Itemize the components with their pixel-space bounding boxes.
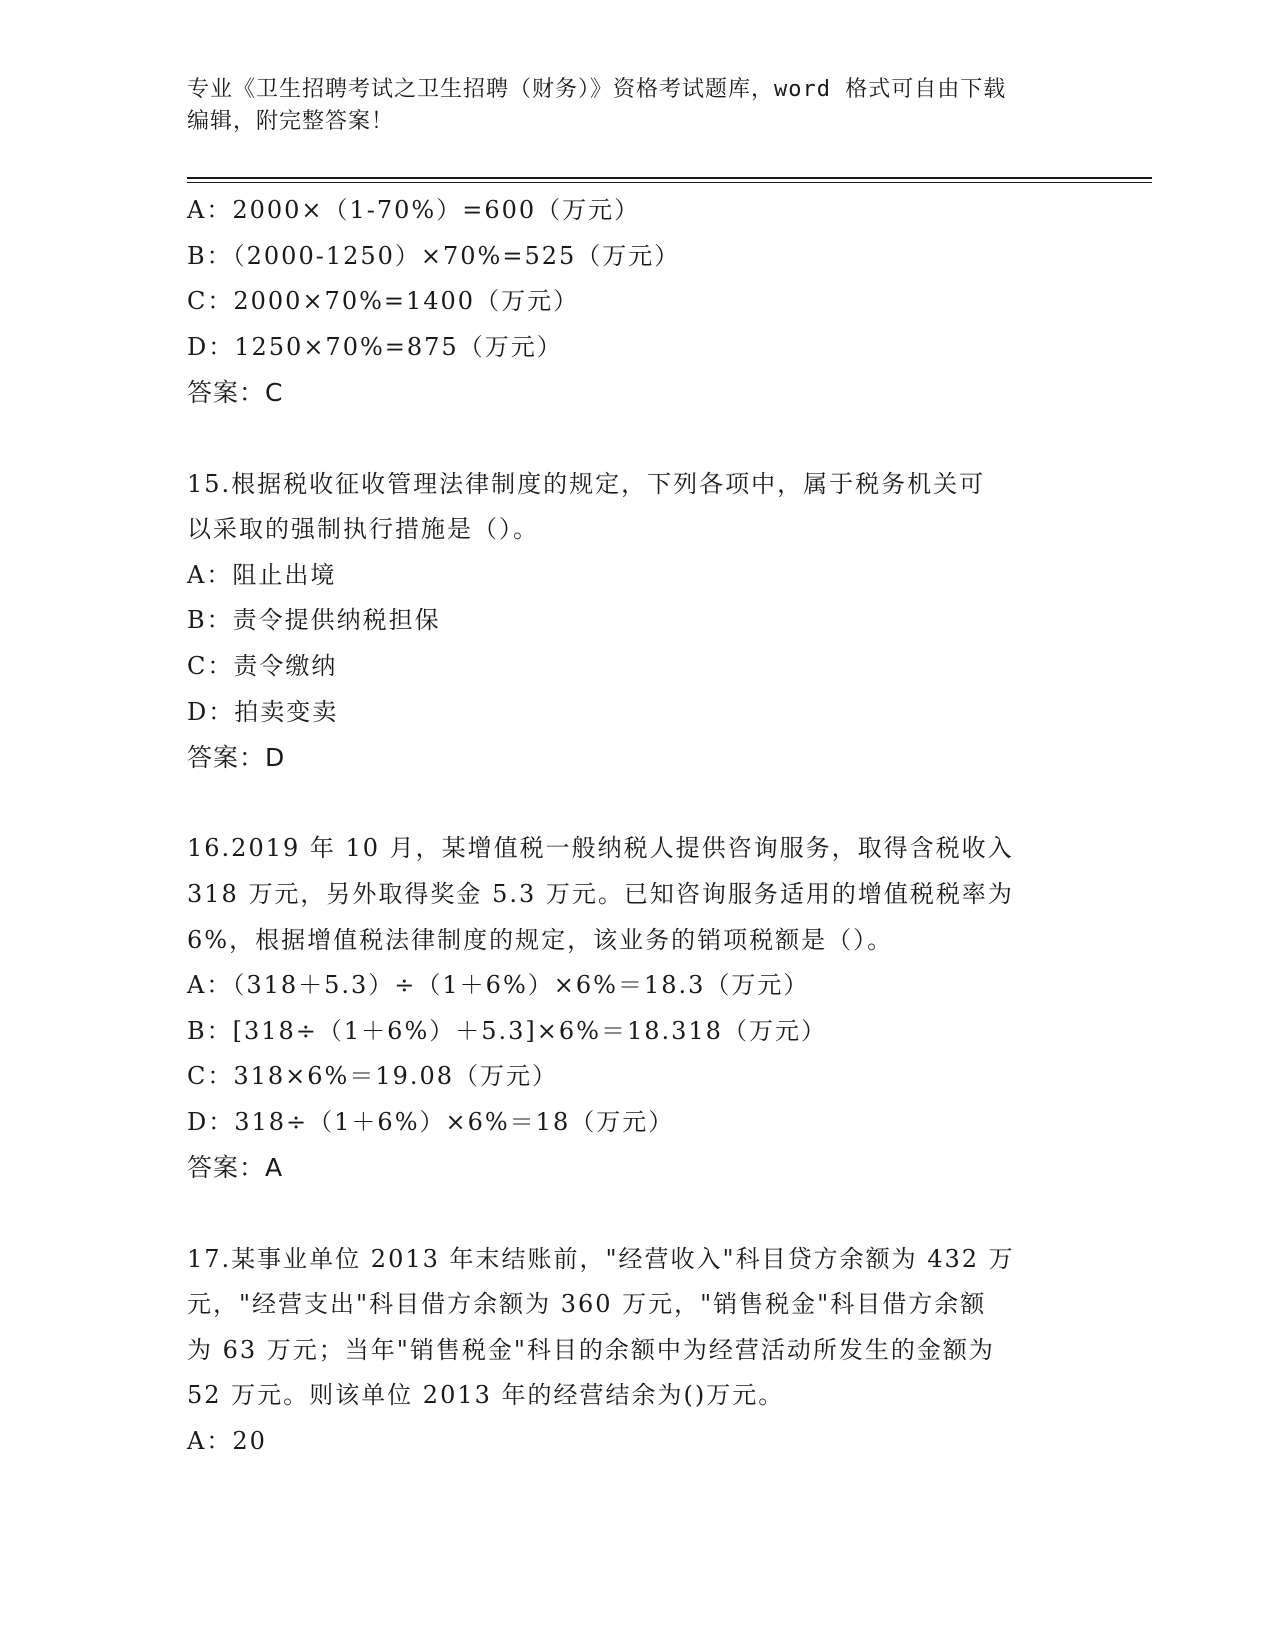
question-stem-line: 6%，根据增值税法律制度的规定，该业务的销项税额是（）。	[187, 925, 894, 954]
option-c: C：2000×70%=1400（万元）	[187, 287, 580, 316]
header-line-2: 编辑，附完整答案！	[187, 109, 395, 134]
option-a: A：阻止出境	[187, 560, 337, 589]
option-b: B：（2000-1250）×70%=525（万元）	[187, 241, 681, 270]
option-d: D：拍卖变卖	[187, 697, 339, 726]
option-a: A：2000×（1-70%）=600（万元）	[187, 196, 641, 224]
question-stem-line: 为 63 万元；当年"销售税金"科目的余额中为经营活动所发生的金额为	[187, 1335, 995, 1364]
question-stem-line: 318 万元，另外取得奖金 5.3 万元。已知咨询服务适用的增值税税率为	[187, 879, 1014, 908]
question-stem-line: 16.2019 年 10 月，某增值税一般纳税人提供咨询服务，取得含税收入	[187, 834, 1014, 863]
answer-line: 答案：C	[187, 378, 284, 408]
header-divider-thick	[187, 177, 1152, 179]
question-content	[187, 188, 1087, 1465]
question-14	[187, 188, 1087, 416]
question-15	[187, 462, 1087, 781]
option-c: C：318×6%＝19.08（万元）	[187, 1062, 559, 1091]
spacer	[187, 416, 1087, 462]
option-b: B：责令提供纳税担保	[187, 606, 441, 635]
spacer	[187, 1191, 1087, 1237]
option-d: D：318÷（1＋6%）×6%＝18（万元）	[187, 1107, 675, 1136]
question-16	[187, 826, 1087, 1191]
option-a: A：20	[187, 1427, 267, 1456]
option-d: D：1250×70%=875（万元）	[187, 332, 563, 361]
header-line-1: 专业《卫生招聘考试之卫生招聘（财务）》资格考试题库，word 格式可自由下载	[187, 77, 1007, 102]
answer-line: 答案：D	[187, 743, 286, 773]
option-b: B：[318÷（1＋6%）＋5.3]×6%＝18.318（万元）	[187, 1016, 827, 1045]
question-stem-line: 15.根据税收征收管理法律制度的规定，下列各项中，属于税务机关可	[187, 469, 986, 498]
option-c: C：责令缴纳	[187, 651, 338, 680]
document-header	[187, 74, 1067, 138]
answer-line: 答案：A	[187, 1153, 284, 1183]
question-stem-line: 52 万元。则该单位 2013 年的经营结余为()万元。	[187, 1381, 785, 1410]
spacer	[187, 781, 1087, 827]
option-a: A：（318＋5.3）÷（1＋6%）×6%＝18.3（万元）	[187, 971, 810, 1000]
question-stem-line: 以采取的强制执行措施是（）。	[187, 515, 539, 544]
question-17	[187, 1237, 1087, 1465]
header-divider-thin	[187, 182, 1152, 183]
question-stem-line: 17.某事业单位 2013 年末结账前，"经营收入"科目贷方余额为 432 万	[187, 1244, 1015, 1273]
question-stem-line: 元，"经营支出"科目借方余额为 360 万元，"销售税金"科目借方余额	[187, 1290, 987, 1319]
